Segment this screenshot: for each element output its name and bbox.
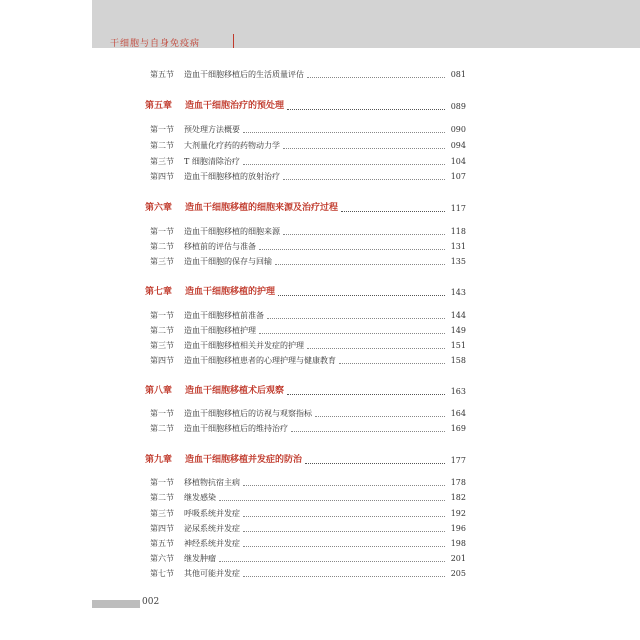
dot-leader xyxy=(275,264,445,265)
page-number: 163 xyxy=(450,387,466,396)
dot-leader xyxy=(287,394,445,395)
chapter-title: 造血干细胞移植的护理 xyxy=(185,287,276,297)
section-title: 移植前的评估与准备 xyxy=(184,242,256,251)
page-number: 089 xyxy=(450,102,466,111)
toc-section-row[interactable] xyxy=(150,489,466,503)
section-number: 第一节 xyxy=(150,227,174,236)
section-number: 第六节 xyxy=(150,554,174,563)
page-number: 151 xyxy=(450,341,466,350)
page-number: 081 xyxy=(450,70,466,79)
page-number: 094 xyxy=(450,141,466,150)
dot-leader xyxy=(278,295,445,296)
toc-section-row[interactable] xyxy=(150,405,466,419)
chapter-number: 第八章 xyxy=(145,386,173,396)
section-title: 造血干细胞移植患者的心理护理与健康教育 xyxy=(184,356,336,365)
section-number: 第二节 xyxy=(150,424,174,433)
chapter-title: 造血干细胞治疗的预处理 xyxy=(185,101,285,111)
page-number: 118 xyxy=(450,227,466,236)
page-number: 107 xyxy=(450,172,466,181)
section-number: 第四节 xyxy=(150,172,174,181)
page-number: 178 xyxy=(450,478,466,487)
chapter-title: 造血干细胞移植的细胞来源及治疗过程 xyxy=(185,203,339,213)
page-number: 090 xyxy=(450,125,466,134)
dot-leader xyxy=(307,77,445,78)
section-number: 第一节 xyxy=(150,409,174,418)
section-number: 第三节 xyxy=(150,157,174,166)
section-title: 继发感染 xyxy=(184,493,216,502)
footer-bar xyxy=(92,600,140,608)
toc-section-row[interactable] xyxy=(150,550,466,564)
toc-section-row[interactable] xyxy=(150,153,466,167)
toc-section-row[interactable] xyxy=(150,121,466,135)
toc-section-row[interactable] xyxy=(150,520,466,534)
section-title: 大剂量化疗药的药物动力学 xyxy=(184,141,280,150)
toc-section-row[interactable] xyxy=(150,66,466,80)
toc-chapter-row[interactable] xyxy=(145,98,466,112)
toc-section-row[interactable] xyxy=(150,322,466,336)
section-number: 第五节 xyxy=(150,539,174,548)
page-number: 131 xyxy=(450,242,466,251)
page-number: 143 xyxy=(450,288,466,297)
toc-section-row[interactable] xyxy=(150,352,466,366)
chapter-number: 第六章 xyxy=(145,203,173,213)
section-title: 继发肿瘤 xyxy=(184,554,216,563)
chapter-title: 造血干细胞移植术后观察 xyxy=(185,386,285,396)
page-number: 117 xyxy=(450,204,466,213)
toc-chapter-row[interactable] xyxy=(145,284,466,298)
toc-section-row[interactable] xyxy=(150,535,466,549)
section-title: 造血干细胞移植的放射治疗 xyxy=(184,172,280,181)
dot-leader xyxy=(283,148,445,149)
section-title: 造血干细胞移植相关并发症的护理 xyxy=(184,341,304,350)
page-number: 104 xyxy=(450,157,466,166)
section-number: 第一节 xyxy=(150,125,174,134)
dot-leader xyxy=(243,485,445,486)
dot-leader xyxy=(305,463,445,464)
section-title: T 细胞清除治疗 xyxy=(184,157,240,166)
section-title: 造血干细胞移植后的访视与观察指标 xyxy=(184,409,312,418)
toc-section-row[interactable] xyxy=(150,253,466,267)
dot-leader xyxy=(243,546,445,547)
page-number: 205 xyxy=(450,569,466,578)
toc-section-row[interactable] xyxy=(150,420,466,434)
dot-leader xyxy=(259,333,445,334)
section-number: 第一节 xyxy=(150,311,174,320)
chapter-number: 第七章 xyxy=(145,287,173,297)
section-title: 其他可能并发症 xyxy=(184,569,240,578)
footer-page-number: 002 xyxy=(142,597,160,607)
dot-leader xyxy=(341,211,445,212)
section-title: 造血干细胞移植前准备 xyxy=(184,311,264,320)
dot-leader xyxy=(307,348,445,349)
page-number: 201 xyxy=(450,554,466,563)
section-number: 第四节 xyxy=(150,356,174,365)
toc-section-row[interactable] xyxy=(150,474,466,488)
page-number: 192 xyxy=(450,509,466,518)
chapter-title: 造血干细胞移植并发症的防治 xyxy=(185,455,303,465)
dot-leader xyxy=(243,164,445,165)
page-number: 149 xyxy=(450,326,466,335)
dot-leader xyxy=(283,234,445,235)
dot-leader xyxy=(339,363,445,364)
toc-section-row[interactable] xyxy=(150,223,466,237)
section-number: 第三节 xyxy=(150,341,174,350)
page-number: 182 xyxy=(450,493,466,502)
dot-leader xyxy=(283,179,445,180)
page-number: 196 xyxy=(450,524,466,533)
section-number: 第二节 xyxy=(150,242,174,251)
dot-leader xyxy=(259,249,445,250)
section-title: 造血干细胞移植的细胞来源 xyxy=(184,227,280,236)
dot-leader xyxy=(243,576,445,577)
page-number: 158 xyxy=(450,356,466,365)
section-title: 泌尿系统并发症 xyxy=(184,524,240,533)
page-number: 177 xyxy=(450,456,466,465)
section-number: 第四节 xyxy=(150,524,174,533)
toc-chapter-row[interactable] xyxy=(145,452,466,466)
section-number: 第三节 xyxy=(150,509,174,518)
chapter-number: 第五章 xyxy=(145,101,173,111)
section-title: 呼吸系统并发症 xyxy=(184,509,240,518)
dot-leader xyxy=(219,561,445,562)
section-title: 移植物抗宿主病 xyxy=(184,478,240,487)
toc-section-row[interactable] xyxy=(150,565,466,579)
dot-leader xyxy=(315,416,445,417)
dot-leader xyxy=(219,500,445,501)
section-number: 第一节 xyxy=(150,478,174,487)
toc-section-row[interactable] xyxy=(150,168,466,182)
page-number: 164 xyxy=(450,409,466,418)
toc-section-row[interactable] xyxy=(150,337,466,351)
page-number: 198 xyxy=(450,539,466,548)
dot-leader xyxy=(291,431,445,432)
dot-leader xyxy=(243,516,445,517)
section-number: 第二节 xyxy=(150,493,174,502)
section-number: 第二节 xyxy=(150,326,174,335)
dot-leader xyxy=(267,318,445,319)
toc-section-row[interactable] xyxy=(150,238,466,252)
page-number: 169 xyxy=(450,424,466,433)
section-title: 造血干细胞移植后的维持治疗 xyxy=(184,424,288,433)
section-number: 第二节 xyxy=(150,141,174,150)
toc-chapter-row[interactable] xyxy=(145,200,466,214)
page-number: 135 xyxy=(450,257,466,266)
toc-chapter-row[interactable] xyxy=(145,383,466,397)
dot-leader xyxy=(243,132,445,133)
section-title: 造血干细胞移植后的生活质量评估 xyxy=(184,70,304,79)
section-number: 第三节 xyxy=(150,257,174,266)
toc-section-row[interactable] xyxy=(150,505,466,519)
dot-leader xyxy=(287,109,445,110)
dot-leader xyxy=(243,531,445,532)
chapter-number: 第九章 xyxy=(145,455,173,465)
book-title: 干细胞与自身免疫病 xyxy=(110,39,201,49)
section-number: 第五节 xyxy=(150,70,174,79)
toc-section-row[interactable] xyxy=(150,137,466,151)
section-title: 造血干细胞移植护理 xyxy=(184,326,256,335)
section-title: 造血干细胞的保存与回输 xyxy=(184,257,272,266)
section-number: 第七节 xyxy=(150,569,174,578)
section-title: 预处理方法概要 xyxy=(184,125,240,134)
page-number: 144 xyxy=(450,311,466,320)
toc-section-row[interactable] xyxy=(150,307,466,321)
section-title: 神经系统并发症 xyxy=(184,539,240,548)
